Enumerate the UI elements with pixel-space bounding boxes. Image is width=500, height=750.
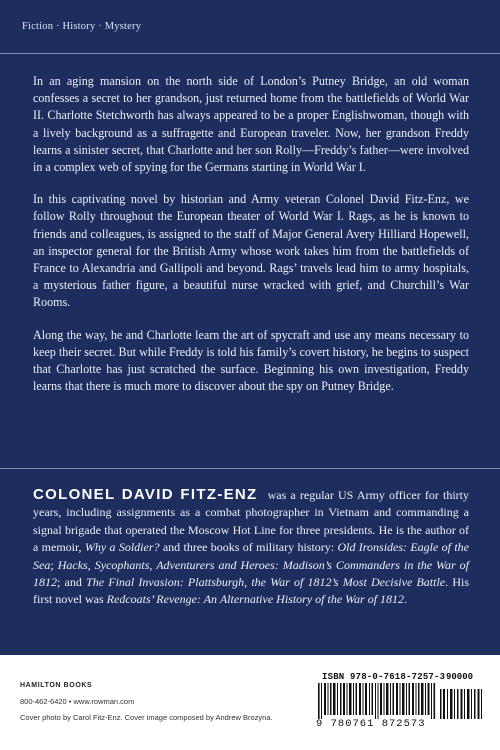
bio-title-2: Old Ironsides: Eagle of the Sea xyxy=(33,540,469,572)
genre-line: Fiction · History · Mystery xyxy=(22,21,142,32)
blurb-paragraph-3: Along the way, he and Charlotte learn the art of spycraft and use any means necessary to keep their secret. But while Freddy is told his family’s covert history, he begins to suspect that Charlotte has just scratched the surface. Beginning his own investigation, Freddy learns that there is much more to discover about the spy on Putney Bridge. xyxy=(33,327,469,394)
barcode xyxy=(318,683,436,719)
author-name: COLONEL DAVID FITZ-ENZ xyxy=(33,486,258,503)
bio-text-3: ; xyxy=(50,557,58,572)
publisher-name: HAMILTON BOOKS xyxy=(20,682,93,689)
bio-title-1: Why a Soldier? xyxy=(84,540,160,555)
bio-title-5: Redcoats’ Revenge: An Alternative History of the War of 1812 xyxy=(106,592,405,607)
blurb-paragraph-1: In an aging mansion on the north side of London’s Putney Bridge, an old woman confesses a secret to her grandson, just returned home from the battlefields of World War II. Charlotte Stetchworth has always appeared to be a proper Englishwoman, though with a lively background as a suffragette and European traveler. Now, her grandson Freddy learns a sinister secret, that Charlotte and her son Rolly—Freddy’s father—were involved in a complex web of spying for the Germans starting in World War I. xyxy=(33,74,469,175)
publisher-contact: 800-462-6420 • www.rowman.com xyxy=(20,697,135,706)
barcode-digits: 9 780761 872573 xyxy=(316,718,426,730)
bio-text-1: was a regular US Army officer for thirty years, including assignments as a combat photographer in Vietnam and commanding a signal brigade that operated the Moscow Hot Line for three presidents. He is the author of a memoir, xyxy=(33,488,469,555)
bio-text-6: . xyxy=(404,592,408,607)
bio-title-3: Hacks, Sycophants, Adventurers and Heroes: Madison’s Commanders in the War of 1812 xyxy=(33,557,470,590)
bio-text-5: . His first novel was xyxy=(33,575,469,607)
bio-title-4: The Final Invasion: Plattsburgh, the War of 1812’s Most Decisive Battle xyxy=(86,575,446,590)
author-bio xyxy=(33,486,469,609)
blurb xyxy=(33,73,469,410)
bio-text-4: ; and xyxy=(57,575,87,590)
isbn-label: ISBN 978-0-7618-7257-3 xyxy=(322,672,446,682)
bio-text-2: and three books of military history: xyxy=(159,540,338,555)
cover-credit: Cover photo by Carol Fitz-Enz. Cover image composed by Andrew Brozyna. xyxy=(20,713,273,722)
blurb-paragraph-2: In this captivating novel by historian and Army veteran Colonel David Fitz-Enz, we follow Rolly throughout the European theater of World War I. Rags, as he is known to friends and colleagues, is assigned to the staff of Major General Avery Hilliard Hopewell, an inspector general for the British Army whose work takes him from the battlefields of France to Alexandria and Gallipoli and beyond. Rags’ travels lead him to army hospitals, a mysterious father figure, a beautiful nurse wracked with grief, and Churchill’s War Rooms. xyxy=(33,192,469,310)
top-divider xyxy=(0,53,500,54)
mid-divider xyxy=(0,468,500,469)
addon-code: 90000 xyxy=(446,672,474,682)
addon-barcode xyxy=(438,683,486,719)
